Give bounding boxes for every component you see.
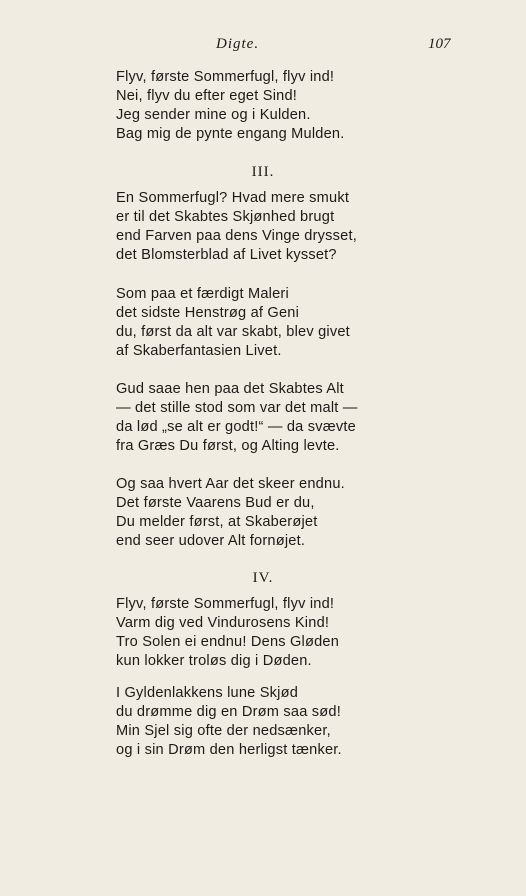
verse-line: af Skaberfantasien Livet.	[116, 343, 282, 359]
verse-line: Flyv, første Sommerfugl, flyv ind!	[116, 596, 335, 612]
verse-line: Varm dig ved Vindurosens Kind!	[116, 615, 330, 631]
verse-line: du drømme dig en Drøm saa sød!	[116, 704, 341, 720]
verse-line: Min Sjel sig ofte der nedsænker,	[116, 723, 331, 739]
verse-line: da lød „se alt er godt!“ — da svævte	[116, 419, 356, 435]
section-heading-iii: III.	[251, 164, 275, 180]
verse-line: du, først da alt var skabt, blev givet	[116, 324, 350, 340]
verse-line: Og saa hvert Aar det skeer endnu.	[116, 476, 345, 492]
stanza-6	[116, 595, 376, 671]
verse-line: Flyv, første Sommerfugl, flyv ind!	[116, 69, 335, 85]
verse-line: Tro Solen ei endnu! Dens Gløden	[116, 634, 340, 650]
verse-line: det sidste Henstrøg af Geni	[116, 305, 300, 321]
stanza-1	[116, 68, 376, 144]
running-title: Digte.	[216, 36, 260, 52]
stanza-4	[116, 380, 376, 456]
verse-line: Jeg sender mine og i Kulden.	[116, 107, 311, 123]
verse-line: er til det Skabtes Skjønhed brugt	[116, 209, 335, 225]
verse-line: det Blomsterblad af Livet kysset?	[116, 247, 337, 263]
verse-line: Bag mig de pynte engang Mulden.	[116, 126, 345, 142]
verse-line: Gud saae hen paa det Skabtes Alt	[116, 381, 344, 397]
page-number: 107	[428, 36, 451, 52]
stanza-2	[116, 189, 376, 265]
verse-line: kun lokker troløs dig i Døden.	[116, 653, 312, 669]
stanza-7	[116, 684, 376, 760]
stanza-5	[116, 475, 376, 551]
verse-line: end seer udover Alt fornøjet.	[116, 533, 306, 549]
verse-line: og i sin Drøm den herligst tænker.	[116, 742, 342, 758]
verse-line: end Farven paa dens Vinge drysset,	[116, 228, 357, 244]
stanza-3	[116, 285, 376, 361]
verse-line: En Sommerfugl? Hvad mere smukt	[116, 190, 350, 206]
section-heading-iv: IV.	[252, 570, 274, 586]
verse-line: Du melder først, at Skaberøjet	[116, 514, 318, 530]
verse-line: fra Græs Du først, og Alting levte.	[116, 438, 340, 454]
verse-line: Som paa et færdigt Maleri	[116, 286, 289, 302]
verse-line: I Gyldenlakkens lune Skjød	[116, 685, 299, 701]
page-header	[0, 36, 526, 56]
verse-line: — det stille stod som var det malt —	[116, 400, 358, 416]
verse-line: Det første Vaarens Bud er du,	[116, 495, 315, 511]
verse-line: Nei, flyv du efter eget Sind!	[116, 88, 298, 104]
